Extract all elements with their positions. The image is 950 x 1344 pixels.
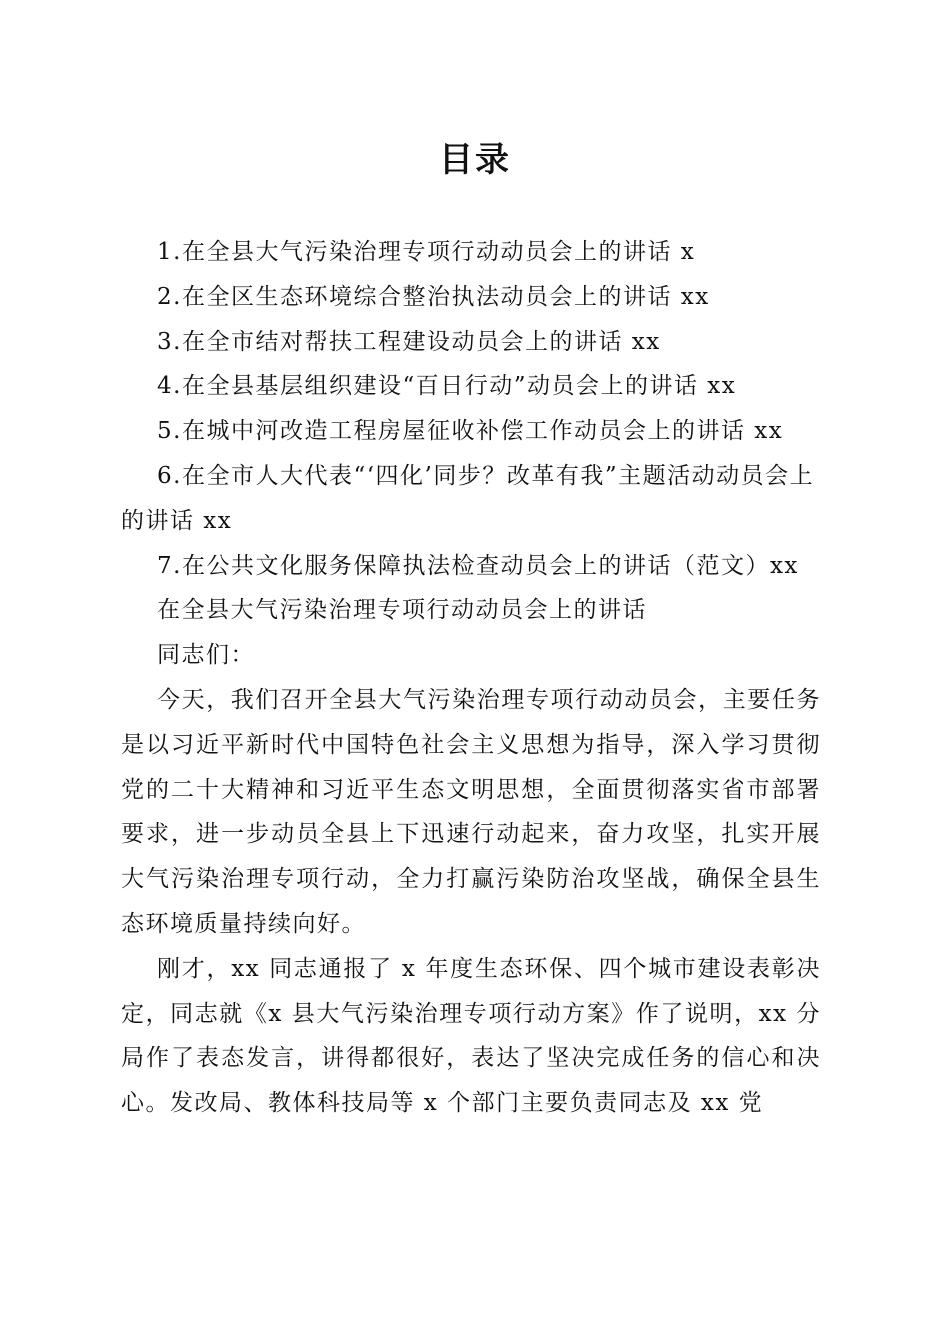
paragraph-2: 刚才，xx 同志通报了 x 年度生态环保、四个城市建设表彰决定，同志就《x 县大气污染治理专项行动方案》作了说明，xx 分局作了表态发言，讲得都很好，表达了坚决完成任务的信心和决心。发改局、教体科技局等 x 个部门主要负责同志及 xx 党 — [121, 955, 821, 1117]
toc-item-7[interactable]: 7.在公共文化服务保障执法检查动员会上的讲话（范文）xx — [157, 552, 799, 579]
document-body — [121, 230, 821, 1126]
toc-item-4[interactable]: 4.在全县基层组织建设“百日行动”动员会上的讲话 xx — [157, 373, 737, 400]
toc-item-6[interactable]: 6.在全市人大代表“‘四化’同步？改革有我”主题活动动员会上的讲话 xx — [121, 462, 815, 534]
page-title: 目录 — [439, 140, 511, 180]
toc-item-3[interactable]: 3.在全市结对帮扶工程建设动员会上的讲话 xx — [157, 328, 661, 355]
toc-item-1[interactable]: 1.在全县大气污染治理专项行动动员会上的讲话 x — [157, 239, 696, 265]
paragraph-1: 今天，我们召开全县大气污染治理专项行动动员会，主要任务是以习近平新时代中国特色社会主义思想为指导，深入学习贯彻党的二十大精神和习近平生态文明思想，全面贯彻落实省市部署要求，进一步动员全县上下迅速行动起来，奋力攻坚，扎实开展大气污染治理专项行动，全力打赢污染防治攻坚战，确保全县生态环境质量持续向好。 — [121, 686, 821, 937]
salutation: 同志们： — [157, 642, 255, 669]
speech-title: 在全县大气污染治理专项行动动员会上的讲话 — [157, 597, 647, 624]
toc-item-5[interactable]: 5.在城中河改造工程房屋征收补偿工作动员会上的讲话 xx — [157, 418, 784, 445]
toc-item-2[interactable]: 2.在全区生态环境综合整治执法动员会上的讲话 xx — [157, 283, 710, 310]
